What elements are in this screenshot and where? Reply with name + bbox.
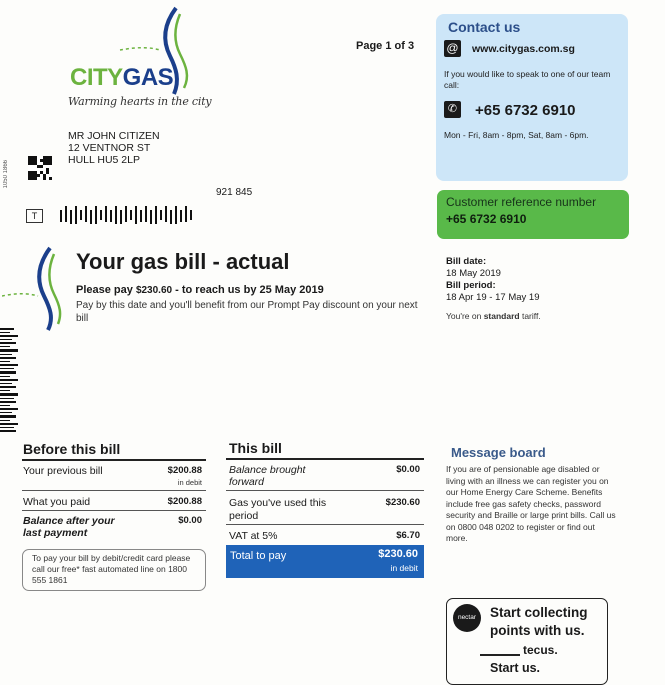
nectar-line3: Start us.	[490, 661, 541, 675]
bill-period: 18 Apr 19 - 17 May 19	[446, 291, 540, 303]
brand-logo	[70, 64, 173, 92]
please-pay	[76, 284, 324, 296]
side-barcode-icon	[0, 328, 18, 433]
qr-code-icon	[28, 156, 52, 180]
prev-bill-label: Your previous bill	[23, 465, 103, 477]
total-note: in debit	[390, 563, 418, 573]
address-line: 12 VENTNOR ST	[68, 142, 151, 154]
vat-value: $6.70	[396, 530, 420, 541]
contact-phone[interactable]: +65 6732 6910	[475, 102, 576, 119]
balance-label: Balance after your last payment	[23, 515, 115, 539]
address-line: MR JOHN CITIZEN	[68, 130, 160, 142]
please-pay-suffix: - to reach us by 25 May 2019	[172, 284, 324, 296]
address-line: HULL HU5 2LP	[68, 154, 140, 166]
before-rule	[22, 459, 206, 461]
please-pay-amount: $230.60	[135, 285, 173, 296]
please-pay-prefix: Please pay	[76, 284, 136, 296]
side-code: 1050 1866	[3, 160, 9, 189]
tariff-text	[446, 311, 541, 321]
customer-code: 921 845	[216, 187, 253, 198]
customer-ref-value: +65 6732 6910	[446, 212, 527, 226]
speak-text: If you would like to speak to one of our team call:	[444, 69, 611, 90]
nectar-logo: nectar	[453, 604, 481, 632]
total-value: $230.60	[378, 548, 418, 560]
at-icon: @	[444, 40, 461, 57]
title-flame-icon	[2, 246, 68, 332]
brand-tagline: Warming hearts in the city	[68, 95, 212, 108]
gas-used-value: $230.60	[385, 497, 420, 508]
this-bill-heading: This bill	[229, 440, 282, 456]
nectar-line2: tecus.	[523, 643, 558, 657]
message-board-title: Message board	[451, 445, 546, 460]
bill-date: 18 May 2019	[446, 267, 501, 279]
row-rule	[226, 490, 424, 491]
prompt-pay-text: Pay by this date and you'll benefit from our Prompt Pay discount on your next bill	[76, 300, 418, 324]
contact-panel	[436, 14, 628, 181]
tariff-suffix: tariff.	[519, 311, 541, 321]
row-rule	[22, 510, 206, 511]
customer-ref-label: Customer reference number	[446, 195, 597, 209]
bill-period-label: Bill period:	[446, 280, 496, 291]
before-heading: Before this bill	[23, 441, 121, 457]
mail-barcode-icon	[60, 206, 200, 224]
brand-city: CITY	[70, 64, 123, 91]
nectar-rule	[480, 654, 520, 656]
page-number: Page 1 of 3	[356, 40, 415, 52]
forward-value: $0.00	[396, 464, 420, 475]
this-bill-rule	[226, 458, 424, 460]
paid-label: What you paid	[23, 496, 91, 508]
phone-icon: ✆	[444, 101, 461, 118]
contact-title: Contact us	[448, 19, 521, 35]
message-board-text: If you are of pensionable age disabled or living with an illness we can register you on our Home Energy Care Scheme. Benefits include free gas safety checks, password security and Braille or large print bills. Call us on 0800 048 0202 to register or find out more.	[446, 464, 616, 543]
tariff-name: standard	[483, 311, 520, 321]
row-rule	[226, 524, 424, 525]
bill-title: Your gas bill - actual	[76, 249, 290, 274]
tariff-prefix: You're on	[446, 311, 484, 321]
prev-bill-value: $200.88	[167, 465, 202, 476]
mail-mark: T	[26, 209, 43, 223]
brand-gas: GAS	[122, 64, 174, 91]
website-link[interactable]: www.citygas.com.sg	[472, 43, 575, 55]
balance-value: $0.00	[178, 515, 202, 526]
prev-bill-note: in debit	[177, 478, 202, 487]
bill-info	[446, 256, 539, 303]
pay-card-text: To pay your bill by debit/credit card please call our free* fast automated line on 1800 555 1861	[32, 553, 191, 585]
vat-label: VAT at 5%	[229, 530, 278, 542]
paid-value: $200.88	[167, 496, 202, 507]
row-rule	[22, 490, 206, 491]
total-label: Total to pay	[230, 550, 287, 562]
customer-address	[68, 130, 160, 166]
forward-label: Balance brought forward	[229, 464, 306, 488]
gas-used-label: Gas you've used this period	[229, 497, 327, 522]
nectar-line1: Start collecting points with us.	[490, 605, 588, 638]
bill-date-label: Bill date:	[446, 256, 487, 267]
opening-hours: Mon - Fri, 8am - 8pm, Sat, 8am - 6pm.	[444, 130, 589, 140]
